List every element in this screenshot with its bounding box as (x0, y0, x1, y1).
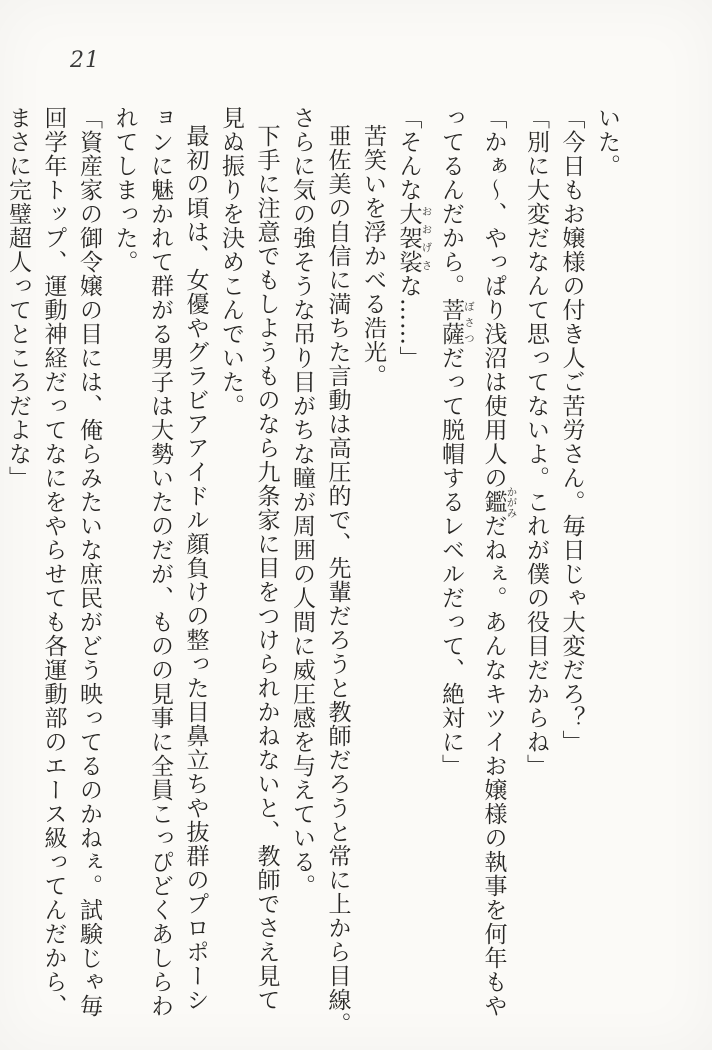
text-block (0, 106, 624, 1046)
text-line: さらに気の強そうな吊り目がちな瞳が周囲の人間に威圧感を与えている。 (289, 106, 315, 898)
text-line: 苦笑いを浮かべる浩光。 (360, 124, 386, 388)
text-line: 回学年トップ、運動神経だってなにをやらせても各運動部のエース級ってんだから、 (40, 106, 67, 1018)
text-line: いた。 (594, 106, 620, 178)
text-line: れてしまった。 (111, 106, 138, 274)
furigana-ruby: 鑑 かがみ (480, 486, 518, 518)
furigana-ruby: 大袈裟 おおげさ (395, 202, 433, 274)
text-line: ってるんだから。菩薩 ぼさつだって脱帽するレベルだって、絶対に」 (438, 106, 475, 778)
text-line: 「そんな大袈裟 おおげさな……」 (395, 106, 433, 370)
furigana-ruby: 菩薩 ぼさつ (438, 298, 475, 346)
furigana-text: おおげさ (420, 202, 433, 274)
text-line: 「かぁ～、やっぱり浅沼は使用人の鑑 かがみだねぇ。あんなキツイお嬢様の執事を何年もや (480, 106, 518, 1018)
text-line: 下手に注意でもしようものなら九条家に目をつけられかねないと、教師でさえ見て (253, 124, 280, 1012)
text-line: 「資産家の御令嬢の目には、俺らみたいな庶民がどう映ってるのかねぇ。試験じゃ毎 (76, 106, 102, 1018)
text-line: 「別に大変だなんて思ってないよ。これが僕の役目だからね」 (523, 106, 549, 778)
furigana-text: かがみ (505, 486, 518, 518)
text-line: ョンに魅かれて群がる男子は大勢いたのだが、ものの見事に全員こっぴどくあしらわ (147, 106, 173, 1018)
text-line: 見ぬ振りを決めこんでいた。 (218, 106, 244, 418)
text-line: 「今日もお嬢様の付き人ご苦労さん。毎日じゃ大変だろ？」 (558, 106, 585, 754)
text-line: まさに完璧超人ってところだよな」 (5, 106, 31, 490)
text-line: 亜佐美の自信に満ちた言動は高圧的で、先輩だろうと教師だろうと常に上から目線。 (324, 124, 351, 1036)
furigana-text: ぼさつ (463, 298, 475, 346)
text-line: 最初の頃は、女優やグラビアアイドル顔負けの整った目鼻立ちや抜群のプロポーシ (182, 124, 209, 1012)
page-number: 21 (70, 48, 100, 73)
